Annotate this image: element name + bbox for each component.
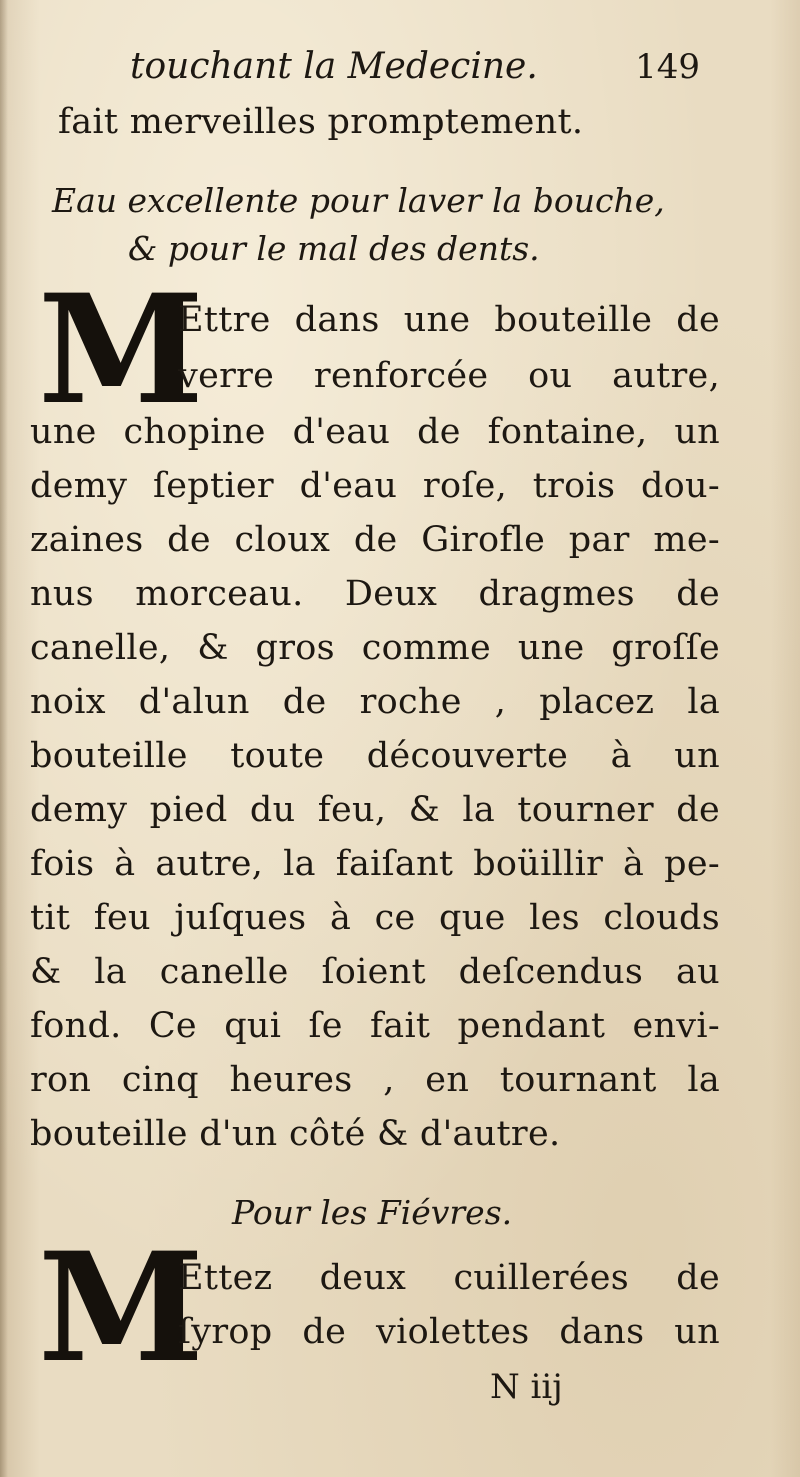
recipe-1-line-11: fois à autre, la faiſant boüillir à pe-	[30, 844, 720, 884]
recipe-1-line-13: & la canelle ſoient deſcendus au	[30, 952, 720, 992]
recipe-2-drop-cap: M	[38, 1220, 205, 1396]
recipe-1-drop-cap: M	[38, 262, 205, 438]
recipe-1-line-14: fond. Ce qui ſe fait pendant envi-	[30, 1006, 720, 1046]
recipe-2-title: Pour les Fiévres.	[232, 1193, 513, 1232]
recipe-1-line-16: bouteille d'un côté & d'autre.	[30, 1114, 561, 1154]
recipe-1-line-6: nus morceau. Deux dragmes de	[30, 574, 720, 614]
page-edge-shadow	[0, 0, 8, 1477]
recipe-1-line-5: zaines de cloux de Girofle par me-	[30, 520, 720, 560]
recipe-2-line-2: ſyrop de violettes dans un	[178, 1312, 720, 1352]
running-title: touchant la Medecine.	[130, 46, 538, 87]
signature-mark: N iij	[490, 1367, 563, 1407]
recipe-1-line-9: bouteille toute découverte à un	[30, 736, 720, 776]
recipe-1-line-7: canelle, & gros comme une groſſe	[30, 628, 720, 668]
page-header	[130, 42, 710, 92]
recipe-1-line-2: verre renforcée ou autre,	[178, 356, 720, 396]
page-number: 149	[635, 47, 700, 87]
recipe-2-line-1: Ettez deux cuillerées de	[178, 1258, 720, 1298]
recipe-1-line-8: noix d'alun de roche , placez la	[30, 682, 720, 722]
recipe-1-title-line-1: Eau excellente pour laver la bouche,	[52, 181, 665, 220]
recipe-1-line-12: tit feu juſques à ce que les clouds	[30, 898, 720, 938]
recipe-1-line-15: ron cinq heures , en tournant la	[30, 1060, 720, 1100]
continuation-line: fait merveilles promptement.	[58, 102, 584, 142]
recipe-1-title-line-2: & pour le mal des dents.	[128, 229, 540, 268]
recipe-1-line-1: Ettre dans une bouteille de	[178, 300, 720, 340]
recipe-1-line-3: une chopine d'eau de fontaine, un	[30, 412, 720, 452]
recipe-1-line-10: demy pied du feu, & la tourner de	[30, 790, 720, 830]
recipe-1-line-4: demy ſeptier d'eau roſe, trois dou-	[30, 466, 720, 506]
